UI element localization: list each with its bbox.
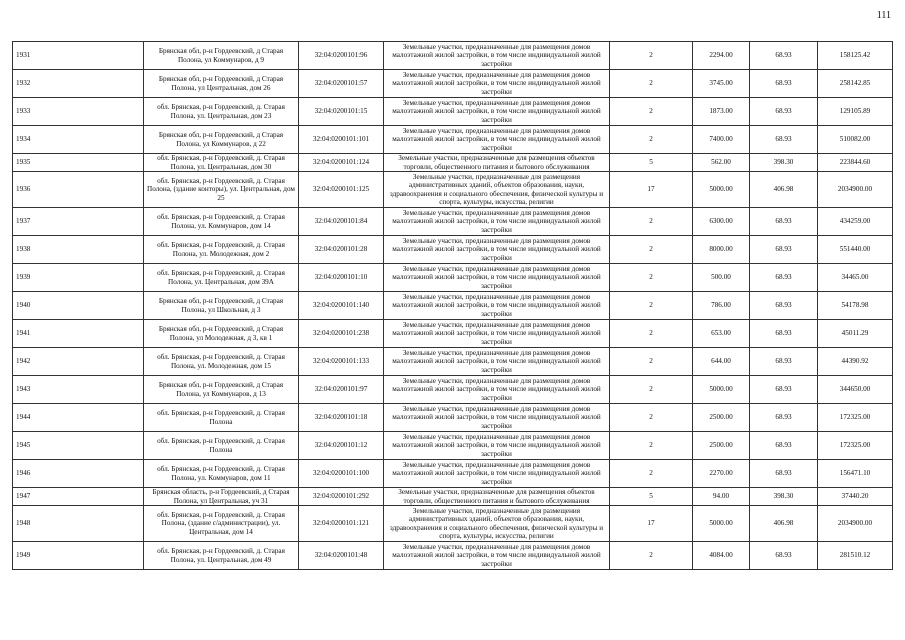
land-use-cell: Земельные участки, предназначенные для размещения домов малоэтажной жилой застройки, в том числе индивидуальной жилой застройки xyxy=(384,208,610,236)
land-use-cell: Земельные участки, предназначенные для размещения домов малоэтажной жилой застройки, в том числе индивидуальной жилой застройки xyxy=(384,460,610,488)
area-cell: 3745.00 xyxy=(693,70,750,98)
land-use-cell: Земельные участки, предназначенные для размещения домов малоэтажной жилой застройки, в том числе индивидуальной жилой застройки xyxy=(384,432,610,460)
row-number-cell: 1945 xyxy=(13,432,144,460)
address-cell: обл. Брянская, р-н Гордеевский, д. Старая Полона, ул. Центральная, дом 39А xyxy=(144,264,299,292)
cadastral-number-cell: 32:04:0200101:57 xyxy=(299,70,384,98)
address-cell: Брянская обл, р-н Гордеевский, д Старая Полона, ул Коммунаров, д 13 xyxy=(144,376,299,404)
land-use-cell: Земельные участки, предназначенные для размещения домов малоэтажной жилой застройки, в том числе индивидуальной жилой застройки xyxy=(384,542,610,570)
land-use-cell: Земельные участки, предназначенные для размещения домов малоэтажной жилой застройки, в том числе индивидуальной жилой застройки xyxy=(384,264,610,292)
cadastral-number-cell: 32:04:0200101:96 xyxy=(299,42,384,70)
specific-value-cell: 68.93 xyxy=(750,404,818,432)
cadastral-value-cell: 44390.92 xyxy=(818,348,893,376)
group-number-cell: 2 xyxy=(610,264,693,292)
cadastral-number-cell: 32:04:0200101:101 xyxy=(299,126,384,154)
group-number-cell: 5 xyxy=(610,488,693,506)
specific-value-cell: 68.93 xyxy=(750,264,818,292)
cadastral-number-cell: 32:04:0200101:48 xyxy=(299,542,384,570)
cadastral-value-cell: 258142.85 xyxy=(818,70,893,98)
cadastral-value-cell: 156471.10 xyxy=(818,460,893,488)
cadastral-number-cell: 32:04:0200101:18 xyxy=(299,404,384,432)
land-use-cell: Земельные участки, предназначенные для размещения домов малоэтажной жилой застройки, в том числе индивидуальной жилой застройки xyxy=(384,42,610,70)
cadastral-value-cell: 172325.00 xyxy=(818,404,893,432)
row-number-cell: 1946 xyxy=(13,460,144,488)
cadastral-value-cell: 510082.00 xyxy=(818,126,893,154)
area-cell: 7400.00 xyxy=(693,126,750,154)
area-cell: 500.00 xyxy=(693,264,750,292)
cadastral-number-cell: 32:04:0200101:15 xyxy=(299,98,384,126)
address-cell: Брянская область, р-н Гордеевский, д Старая Полона, ул Центральная, уч 31 xyxy=(144,488,299,506)
group-number-cell: 2 xyxy=(610,376,693,404)
cadastral-number-cell: 32:04:0200101:292 xyxy=(299,488,384,506)
cadastral-number-cell: 32:04:0200101:238 xyxy=(299,320,384,348)
cadastral-value-cell: 344650.00 xyxy=(818,376,893,404)
address-cell: обл. Брянская, р-н Гордеевский, д. Старая Полона, ул. Центральная, дом 23 xyxy=(144,98,299,126)
group-number-cell: 2 xyxy=(610,98,693,126)
group-number-cell: 2 xyxy=(610,542,693,570)
table-row xyxy=(13,236,893,264)
table-row xyxy=(13,542,893,570)
land-use-cell: Земельные участки, предназначенные для размещения домов малоэтажной жилой застройки, в том числе индивидуальной жилой застройки xyxy=(384,348,610,376)
specific-value-cell: 68.93 xyxy=(750,126,818,154)
cadastral-number-cell: 32:04:0200101:12 xyxy=(299,432,384,460)
row-number-cell: 1937 xyxy=(13,208,144,236)
page-number: 111 xyxy=(876,10,891,21)
row-number-cell: 1944 xyxy=(13,404,144,432)
address-cell: обл. Брянская, р-н Гордеевский, д. Старая Полона xyxy=(144,404,299,432)
area-cell: 2500.00 xyxy=(693,432,750,460)
group-number-cell: 17 xyxy=(610,506,693,542)
cadastral-value-cell: 281510.12 xyxy=(818,542,893,570)
specific-value-cell: 68.93 xyxy=(750,376,818,404)
area-cell: 786.00 xyxy=(693,292,750,320)
area-cell: 2294.00 xyxy=(693,42,750,70)
row-number-cell: 1934 xyxy=(13,126,144,154)
cadastral-number-cell: 32:04:0200101:10 xyxy=(299,264,384,292)
row-number-cell: 1943 xyxy=(13,376,144,404)
area-cell: 2270.00 xyxy=(693,460,750,488)
group-number-cell: 2 xyxy=(610,404,693,432)
cadastral-number-cell: 32:04:0200101:121 xyxy=(299,506,384,542)
row-number-cell: 1942 xyxy=(13,348,144,376)
area-cell: 562.00 xyxy=(693,154,750,172)
area-cell: 1873.00 xyxy=(693,98,750,126)
table-row xyxy=(13,126,893,154)
table-row xyxy=(13,506,893,542)
table-row xyxy=(13,208,893,236)
cadastral-value-cell: 2034900.00 xyxy=(818,172,893,208)
land-use-cell: Земельные участки, предназначенные для размещения административных зданий, объектов образования, науки, здравоохранения и социального обеспечения, физической культуры и спорта, культуры, искусства, религии xyxy=(384,506,610,542)
cadastral-value-cell: 223844.60 xyxy=(818,154,893,172)
group-number-cell: 2 xyxy=(610,208,693,236)
specific-value-cell: 68.93 xyxy=(750,542,818,570)
cadastral-number-cell: 32:04:0200101:133 xyxy=(299,348,384,376)
address-cell: Брянская обл, р-н Гордеевский, д Старая Полона, ул Молодежная, д 3, кв 1 xyxy=(144,320,299,348)
land-use-cell: Земельные участки, предназначенные для размещения домов малоэтажной жилой застройки, в том числе индивидуальной жилой застройки xyxy=(384,292,610,320)
address-cell: обл. Брянская, р-н Гордеевский, д. Старая Полона, ул. Коммунаров, дом 11 xyxy=(144,460,299,488)
row-number-cell: 1938 xyxy=(13,236,144,264)
row-number-cell: 1949 xyxy=(13,542,144,570)
area-cell: 94.00 xyxy=(693,488,750,506)
specific-value-cell: 68.93 xyxy=(750,292,818,320)
area-cell: 8000.00 xyxy=(693,236,750,264)
table-row xyxy=(13,154,893,172)
group-number-cell: 2 xyxy=(610,348,693,376)
address-cell: обл. Брянская, р-н Гордеевский, д. Старая Полона, ул. Центральная, дом 30 xyxy=(144,154,299,172)
land-use-cell: Земельные участки, предназначенные для размещения административных зданий, объектов образования, науки, здравоохранения и социального обеспечения, физической культуры и спорта, культуры, искусства, религии xyxy=(384,172,610,208)
cadastral-number-cell: 32:04:0200101:125 xyxy=(299,172,384,208)
table-row xyxy=(13,292,893,320)
group-number-cell: 2 xyxy=(610,236,693,264)
specific-value-cell: 68.93 xyxy=(750,208,818,236)
row-number-cell: 1932 xyxy=(13,70,144,98)
cadastral-value-cell: 54178.98 xyxy=(818,292,893,320)
table-row xyxy=(13,42,893,70)
cadastral-number-cell: 32:04:0200101:140 xyxy=(299,292,384,320)
table-row xyxy=(13,320,893,348)
cadastral-value-cell: 172325.00 xyxy=(818,432,893,460)
group-number-cell: 2 xyxy=(610,320,693,348)
specific-value-cell: 398.30 xyxy=(750,488,818,506)
group-number-cell: 2 xyxy=(610,292,693,320)
cadastral-number-cell: 32:04:0200101:84 xyxy=(299,208,384,236)
table-row xyxy=(13,376,893,404)
address-cell: Брянская обл, р-н Гордеевский, д Старая Полона, ул Коммунаров, д 9 xyxy=(144,42,299,70)
address-cell: обл. Брянская, р-н Гордеевский, д. Старая Полона, ул. Коммунаров, дом 14 xyxy=(144,208,299,236)
table-body xyxy=(13,42,893,570)
land-use-cell: Земельные участки, предназначенные для размещения домов малоэтажной жилой застройки, в том числе индивидуальной жилой застройки xyxy=(384,70,610,98)
specific-value-cell: 398.30 xyxy=(750,154,818,172)
row-number-cell: 1935 xyxy=(13,154,144,172)
table-row xyxy=(13,98,893,126)
row-number-cell: 1936 xyxy=(13,172,144,208)
table-row xyxy=(13,404,893,432)
specific-value-cell: 68.93 xyxy=(750,70,818,98)
group-number-cell: 17 xyxy=(610,172,693,208)
specific-value-cell: 68.93 xyxy=(750,42,818,70)
specific-value-cell: 406.98 xyxy=(750,506,818,542)
land-use-cell: Земельные участки, предназначенные для размещения домов малоэтажной жилой застройки, в том числе индивидуальной жилой застройки xyxy=(384,98,610,126)
row-number-cell: 1940 xyxy=(13,292,144,320)
area-cell: 5000.00 xyxy=(693,376,750,404)
address-cell: Брянская обл, р-н Гордеевский, д Старая Полона, ул Школьная, д 3 xyxy=(144,292,299,320)
area-cell: 6300.00 xyxy=(693,208,750,236)
specific-value-cell: 68.93 xyxy=(750,460,818,488)
row-number-cell: 1948 xyxy=(13,506,144,542)
table-row xyxy=(13,264,893,292)
area-cell: 653.00 xyxy=(693,320,750,348)
area-cell: 5000.00 xyxy=(693,172,750,208)
row-number-cell: 1941 xyxy=(13,320,144,348)
row-number-cell: 1939 xyxy=(13,264,144,292)
area-cell: 4084.00 xyxy=(693,542,750,570)
land-use-cell: Земельные участки, предназначенные для размещения объектов торговли, общественного питания и бытового обслуживания xyxy=(384,154,610,172)
table-row xyxy=(13,172,893,208)
group-number-cell: 5 xyxy=(610,154,693,172)
specific-value-cell: 68.93 xyxy=(750,432,818,460)
address-cell: обл. Брянская, р-н Гордеевский, д. Старая Полона xyxy=(144,432,299,460)
cadastral-value-cell: 2034900.00 xyxy=(818,506,893,542)
table-row xyxy=(13,460,893,488)
address-cell: обл. Брянская, р-н Гордеевский, д. Старая Полона, ул. Молодежная, дом 2 xyxy=(144,236,299,264)
table-row xyxy=(13,432,893,460)
cadastral-number-cell: 32:04:0200101:100 xyxy=(299,460,384,488)
address-cell: Брянская обл, р-н Гордеевский, д Старая Полона, ул Центральная, дом 26 xyxy=(144,70,299,98)
address-cell: обл. Брянская, р-н Гордеевский, д. Старая Полона, (здание конторы), ул. Центральная, дом 25 xyxy=(144,172,299,208)
area-cell: 644.00 xyxy=(693,348,750,376)
table-row xyxy=(13,348,893,376)
cadastral-number-cell: 32:04:0200101:97 xyxy=(299,376,384,404)
address-cell: Брянская обл, р-н Гордеевский, д Старая Полона, ул Коммунаров, д 22 xyxy=(144,126,299,154)
row-number-cell: 1933 xyxy=(13,98,144,126)
cadastral-number-cell: 32:04:0200101:124 xyxy=(299,154,384,172)
specific-value-cell: 68.93 xyxy=(750,98,818,126)
cadastral-value-cell: 34465.00 xyxy=(818,264,893,292)
land-use-cell: Земельные участки, предназначенные для размещения домов малоэтажной жилой застройки, в том числе индивидуальной жилой застройки xyxy=(384,320,610,348)
specific-value-cell: 68.93 xyxy=(750,348,818,376)
group-number-cell: 2 xyxy=(610,42,693,70)
address-cell: обл. Брянская, р-н Гордеевский, д. Старая Полона, ул. Молодежная, дом 15 xyxy=(144,348,299,376)
cadastral-value-cell: 37440.20 xyxy=(818,488,893,506)
cadastral-value-cell: 45011.29 xyxy=(818,320,893,348)
table-row xyxy=(13,488,893,506)
land-use-cell: Земельные участки, предназначенные для размещения домов малоэтажной жилой застройки, в том числе индивидуальной жилой застройки xyxy=(384,236,610,264)
land-use-cell: Земельные участки, предназначенные для размещения объектов торговли, общественного питания и бытового обслуживания xyxy=(384,488,610,506)
cadastral-value-cell: 129105.89 xyxy=(818,98,893,126)
cadastral-value-cell: 551440.00 xyxy=(818,236,893,264)
cadastral-value-cell: 158125.42 xyxy=(818,42,893,70)
row-number-cell: 1947 xyxy=(13,488,144,506)
cadastral-number-cell: 32:04:0200101:28 xyxy=(299,236,384,264)
group-number-cell: 2 xyxy=(610,126,693,154)
address-cell: обл. Брянская, р-н Гордеевский, д. Старая Полона, (здание с/администрации), ул. Центральная, дом 14 xyxy=(144,506,299,542)
group-number-cell: 2 xyxy=(610,70,693,98)
table-row xyxy=(13,70,893,98)
address-cell: обл. Брянская, р-н Гордеевский, д. Старая Полона, ул. Центральная, дом 49 xyxy=(144,542,299,570)
specific-value-cell: 406.98 xyxy=(750,172,818,208)
area-cell: 5000.00 xyxy=(693,506,750,542)
group-number-cell: 2 xyxy=(610,460,693,488)
specific-value-cell: 68.93 xyxy=(750,320,818,348)
cadastral-value-cell: 434259.00 xyxy=(818,208,893,236)
land-use-cell: Земельные участки, предназначенные для размещения домов малоэтажной жилой застройки, в том числе индивидуальной жилой застройки xyxy=(384,404,610,432)
area-cell: 2500.00 xyxy=(693,404,750,432)
land-use-cell: Земельные участки, предназначенные для размещения домов малоэтажной жилой застройки, в том числе индивидуальной жилой застройки xyxy=(384,376,610,404)
row-number-cell: 1931 xyxy=(13,42,144,70)
cadastral-value-table xyxy=(12,41,893,570)
land-use-cell: Земельные участки, предназначенные для размещения домов малоэтажной жилой застройки, в том числе индивидуальной жилой застройки xyxy=(384,126,610,154)
specific-value-cell: 68.93 xyxy=(750,236,818,264)
group-number-cell: 2 xyxy=(610,432,693,460)
